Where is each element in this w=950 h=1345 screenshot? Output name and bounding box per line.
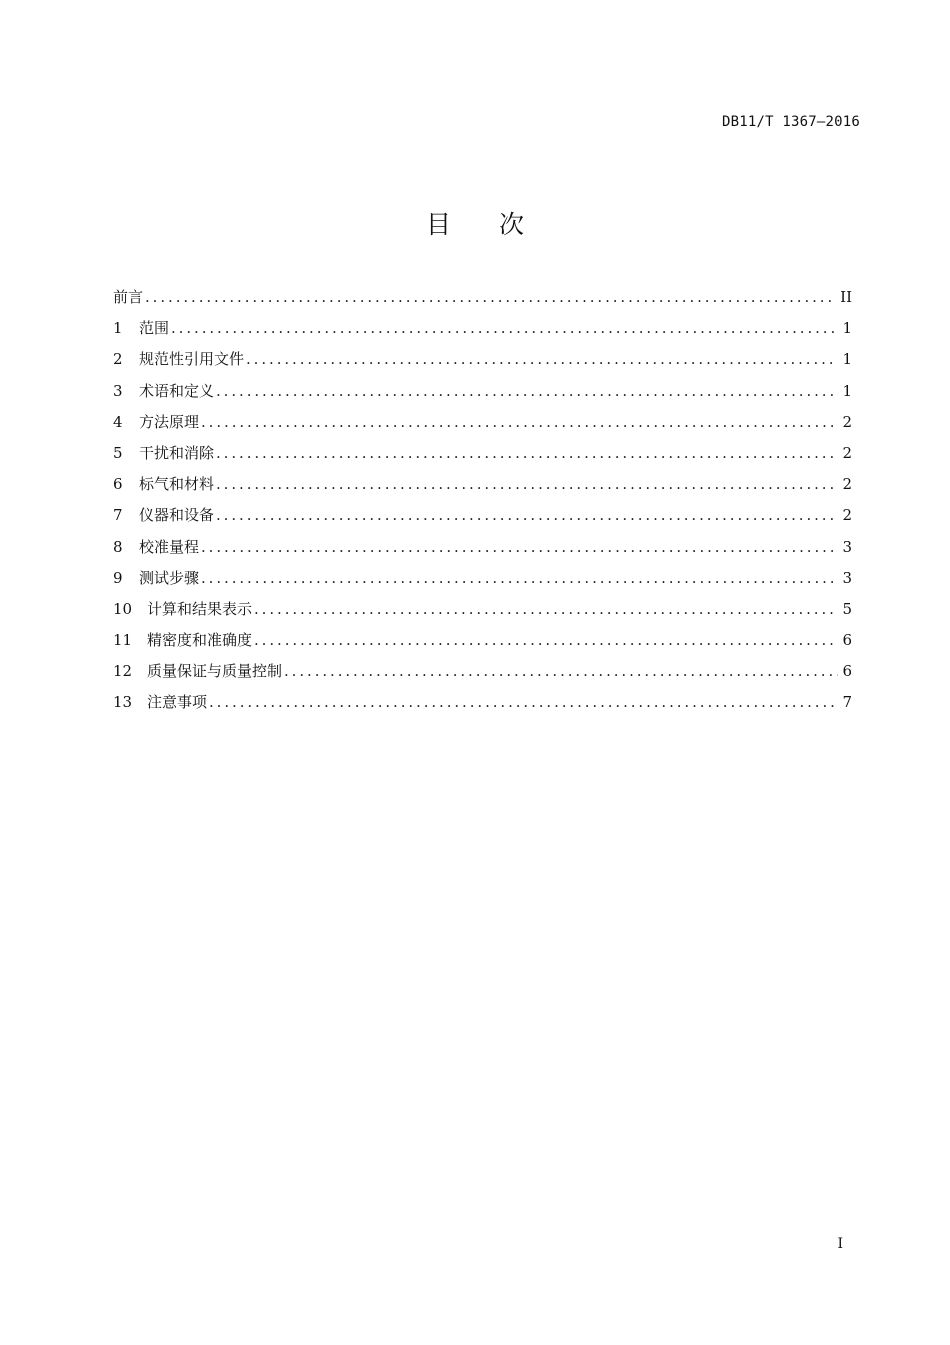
toc-entry-number: 9 (113, 568, 123, 587)
toc-entry-foreword[interactable] (113, 286, 852, 317)
toc-entry-8[interactable] (113, 536, 852, 567)
toc-entry-title: 规范性引用文件 (139, 350, 245, 369)
toc-entry-2[interactable] (113, 348, 852, 379)
footer-page-number: I (837, 1236, 843, 1252)
toc-entry-number: 3 (113, 381, 123, 400)
toc-entry-title: 前言 (113, 288, 144, 306)
table-of-contents (113, 286, 852, 723)
toc-entry-number: 2 (113, 350, 123, 369)
toc-entry-number: 8 (113, 537, 123, 556)
toc-entry-1[interactable] (113, 317, 852, 348)
toc-entry-title: 测试步骤 (139, 568, 200, 587)
toc-dot-leader (216, 382, 838, 400)
toc-entry-title: 仪器和设备 (139, 506, 215, 525)
toc-entry-page: II (840, 288, 852, 306)
toc-entry-10[interactable] (113, 598, 852, 629)
toc-dot-leader (254, 600, 838, 618)
toc-entry-page: 3 (842, 568, 852, 587)
toc-dot-leader (216, 475, 838, 493)
document-code: DB11/T 1367—2016 (721, 114, 860, 130)
toc-dot-leader (145, 288, 836, 306)
toc-entry-page: 1 (842, 319, 852, 338)
toc-entry-page: 2 (842, 443, 852, 462)
page-title: 目次 (425, 210, 572, 239)
toc-entry-title: 干扰和消除 (139, 443, 215, 462)
toc-dot-leader (216, 506, 838, 524)
toc-entry-page: 7 (842, 693, 852, 712)
toc-entry-number: 10 (113, 599, 133, 618)
toc-entry-3[interactable] (113, 380, 852, 411)
toc-dot-leader (246, 350, 838, 368)
toc-entry-7[interactable] (113, 504, 852, 535)
toc-entry-number: 6 (113, 475, 123, 494)
toc-entry-page: 2 (842, 412, 852, 431)
toc-entry-title: 校准量程 (139, 537, 200, 556)
toc-entry-number: 5 (113, 443, 123, 462)
toc-entry-4[interactable] (113, 411, 852, 442)
toc-entry-11[interactable] (113, 629, 852, 660)
toc-entry-page: 1 (842, 381, 852, 400)
toc-entry-title: 注意事项 (147, 693, 208, 712)
toc-dot-leader (201, 538, 838, 556)
toc-entry-title: 术语和定义 (139, 381, 215, 400)
toc-entry-title: 质量保证与质量控制 (147, 662, 283, 681)
toc-entry-number: 4 (113, 412, 123, 431)
toc-entry-title: 范围 (139, 319, 170, 338)
toc-entry-5[interactable] (113, 442, 852, 473)
toc-entry-number: 7 (113, 506, 123, 525)
toc-entry-number: 1 (113, 319, 123, 338)
toc-dot-leader (201, 569, 838, 587)
toc-entry-9[interactable] (113, 567, 852, 598)
toc-entry-page: 2 (842, 506, 852, 525)
toc-entry-6[interactable] (113, 473, 852, 504)
toc-entry-title: 精密度和准确度 (147, 631, 253, 650)
toc-entry-page: 5 (842, 599, 852, 618)
toc-dot-leader (216, 444, 838, 462)
toc-entry-page: 1 (842, 350, 852, 369)
toc-dot-leader (201, 413, 838, 431)
toc-dot-leader (209, 693, 838, 711)
toc-entry-title: 计算和结果表示 (147, 599, 253, 618)
toc-entry-13[interactable] (113, 691, 852, 722)
toc-entry-page: 6 (842, 662, 852, 681)
toc-entry-title: 方法原理 (139, 412, 200, 431)
toc-entry-number: 13 (113, 693, 133, 712)
toc-entry-page: 3 (842, 537, 852, 556)
toc-dot-leader (254, 631, 838, 649)
toc-entry-number: 11 (113, 631, 133, 650)
toc-dot-leader (284, 662, 838, 680)
toc-entry-number: 12 (113, 662, 133, 681)
toc-entry-12[interactable] (113, 660, 852, 691)
toc-entry-page: 2 (842, 475, 852, 494)
toc-entry-title: 标气和材料 (139, 475, 215, 494)
toc-dot-leader (171, 319, 838, 337)
toc-entry-page: 6 (842, 631, 852, 650)
